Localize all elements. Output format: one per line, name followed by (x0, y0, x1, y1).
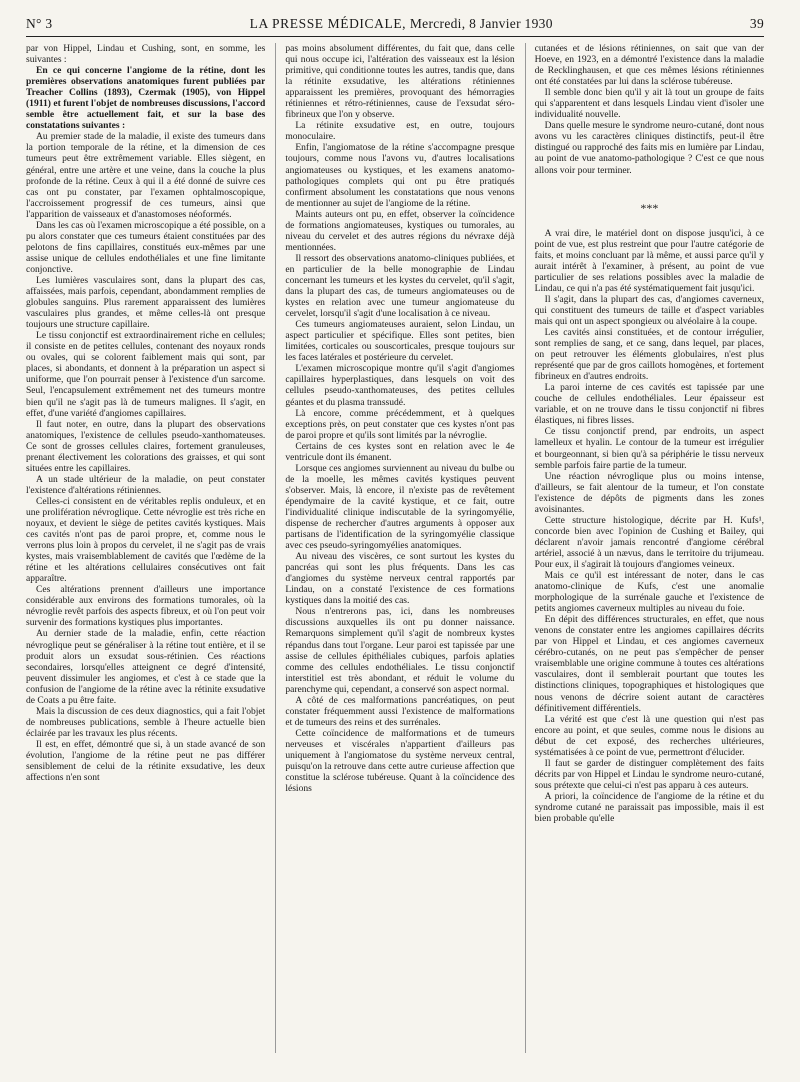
paragraph: La paroi interne de ces cavités est tapissée par une couche de cellules endothéliales. Leur épaisseur est variable, et on ne trouve dans le tissu conjonctif ni fibres élastiques, ni fibres lisses. (534, 382, 764, 427)
paragraph: En ce qui concerne l'angiome de la rétine, dont les premières observations anatomiques furent publiées par Treacher Collins (1893), Czermak (1905), von Hippel (1911) et furent l'objet de nombreuses discussions, l'accord semble être actuellement fait, et sur la base des constatations suivantes : (26, 65, 266, 132)
paragraph: Mais ce qu'il est intéressant de noter, dans le cas anatomo-clinique de Kufs, c'est une anomalie morphologique de la surrénale gauche et l'existence de petits angiomes caverneux multiples au niveau du foie. (534, 570, 764, 615)
paragraph: A priori, la coïncidence de l'angiome de la rétine et du syndrome cutané ne paraissait pas impossible, mais il est bien probable qu'elle (534, 790, 764, 825)
paragraph: Une réaction névroglique plus ou moins intense, d'ailleurs, se fait alentour de la tumeur, et l'on constate l'existence de dépôts de pigments dans les zones avoisinantes. (534, 470, 764, 515)
paragraph: Au premier stade de la maladie, il existe des tumeurs dans la portion temporale de la rétine, et la dimension de ces tumeurs peut être extrêmement variable. Elles siègent, en général, entre une artère et une veine, dans la couche la plus profonde de la rétine. Ceux à qui il a été donné de suivre ces cas ont pu constater, par l'examen ophtalmoscopique, l'accroissement progressif de ces tumeurs, ainsi que l'apparition de vaisseaux et d'anastomoses néoformés. (26, 131, 266, 220)
page-number: 39 (749, 16, 764, 31)
paragraph: Au niveau des viscères, ce sont surtout les kystes du pancréas qui sont les plus fréquents. Dans les cas d'angiomes du système nerveux central rapportés par Lindau, on a constaté l'existence de ces formations kystiques dans la moitié des cas. (285, 551, 515, 607)
issue-date: Mercredi, 8 Janvier 1930 (409, 16, 553, 31)
journal-title: LA PRESSE MÉDICALE, (249, 16, 407, 31)
paragraph: Il ressort des observations anatomo-cliniques publiées, et en particulier de la belle monographie de Lindau concernant les tumeurs et les kystes du cervelet, qu'il s'agit, dans la plupart des cas, de tumeurs angiomateuses ou de kystes en relation avec une tumeur angiomateuse du cervelet, lorsqu'il s'agit d'une localisation à ce niveau. (285, 252, 515, 320)
paragraph: L'examen microscopique montre qu'il s'agit d'angiomes capillaires hyperplastiques, dans lesquels on voit des cellules pseudo-xanthomateuses, des petites cellules géantes et du plasma transsudé. (285, 363, 515, 408)
paragraph: Celles-ci consistent en de véritables replis onduleux, et en une prolifération névroglique. Cette névroglie est très riche en noyaux, et devient le siège de petites cavités kystiques. Mais ces cavités n'ont pas de paroi propre, et, comme nous le verrons plus loin à propos du cervelet, il ne s'agit pas de vrais kystes, mais vraisemblablement de cavités que l'œdème de la rétine et les altérations cellulaires consécutives ont fait apparaître. (26, 495, 266, 585)
paragraph: Ces tumeurs angiomateuses auraient, selon Lindau, un aspect particulier et spécifique. Elles sont petites, bien limitées, corticales ou souscorticales, presque toujours sur les faces latérales et postérieure du cervelet. (285, 319, 515, 364)
paragraph: La rétinite exsudative est, en outre, toujours monoculaire. (285, 120, 515, 143)
paragraph: Maints auteurs ont pu, en effet, observer la coïncidence de formations angiomateuses, kystiques ou tumorales, au niveau du cervelet et des autres régions du névraxe déjà mentionnées. (285, 208, 515, 253)
paragraph: Le tissu conjonctif est extraordinairement riche en cellules; il consiste en de petites cellules, contenant des noyaux ronds ou ovales, qui se colorent faiblement mais qui sont, par places, si abondants, et donnent à la préparation un aspect si uniforme, que l'on pourrait penser à l'existence d'un sarcome. Seul, l'encapsulement extrêmement net des tumeurs montre bien qu'il ne s'agit pas là de tumeurs malignes. Il s'agit, en effet, d'une variété d'angiomes capillaires. (26, 330, 266, 419)
issue-number: N° 3 (26, 16, 53, 31)
paragraph: Il faut se garder de distinguer complètement des faits décrits par von Hippel et Lindau le syndrome neuro-cutané, sous prétexte que celui-ci n'est pas apparu à ces auteurs. (534, 757, 764, 791)
paragraph: Enfin, l'angiomatose de la rétine s'accompagne presque toujours, comme nous l'avons vu, d'autres localisations angiomateuses ou kystiques, et les examens anatomo-pathologiques complets qui ont pu être pratiqués confirment absolument les constatations que nous venons de mentionner au sujet de l'angiome de la rétine. (285, 142, 515, 209)
paragraph: Il est, en effet, démontré que si, à un stade avancé de son évolution, l'angiome de la rétine peut ne pas différer sensiblement de celui de la rétinite exsudative, les deux affections n'en sont (26, 738, 266, 784)
paragraph: Les cavités ainsi constituées, et de contour irrégulier, sont remplies de sang, et ce sang, dans lequel, par places, on peut retrouver les éléments globulaires, n'est plus représenté que par de gros caillots homogènes, et fortement fibrineux en d'autres endroits. (534, 326, 764, 383)
paragraph: Dans quelle mesure le syndrome neuro-cutané, dont nous avons vu les caractères cliniques distinctifs, peut-il être distingué ou rapproché des faits mis en lumière par Lindau, au point de vue anatomo-pathologique ? C'est ce que nous allons voir pour terminer. (534, 120, 764, 176)
paragraph: A un stade ultérieur de la maladie, on peut constater l'existence d'altérations rétiniennes. (26, 473, 266, 496)
paragraph: A côté de ces malformations pancréatiques, on peut constater fréquemment aussi l'existence de malformations et de tumeurs des reins et des surrénales. (285, 694, 515, 728)
paragraph: Ces altérations prennent d'ailleurs une importance considérable aux environs des formations tumorales, où la névroglie revêt parfois des aspects fibreux, et où l'on peut voir survenir des formations kystiques plus importantes. (26, 584, 266, 629)
paragraph: Il semble donc bien qu'il y ait là tout un groupe de faits qui s'apparentent et dans lesquels Lindau vient d'isoler une individualité nouvelle. (534, 87, 764, 121)
paragraph: cutanées et de lésions rétiniennes, on sait que van der Hoeve, en 1923, en a démontré l'existence dans la maladie de Recklinghausen, et que ces mêmes lésions rétiniennes ont été constatées par lui dans la sclérose tubéreuse. (534, 43, 764, 88)
paragraph: La vérité est que c'est là une question qui n'est pas encore au point, et que seules, comme nous le disions au début de cet exposé, des recherches ultérieures, systématisées à ce point de vue, permettront d'élucider. (534, 713, 764, 758)
paragraph: A vrai dire, le matériel dont on dispose jusqu'ici, à ce point de vue, est plus restreint que pour l'autre catégorie de faits, et moins concluant par là même, et aussi parce qu'il y aurait intérêt à l'examiner, à présent, au point de vue particulier de ses relations possibles avec la maladie de Lindau, ce qui n'a pas été systématiquement fait jusqu'ici. (534, 227, 764, 294)
text-columns (26, 43, 764, 1053)
paragraph: Il faut noter, en outre, dans la plupart des observations anatomiques, l'existence de cellules pseudo-xanthomateuses. Ce sont de grosses cellules claires, fortement granuleuses, prenant électivement les colorations des graisses, et qui sont situées entre les capillaires. (26, 418, 266, 474)
paragraph: Au dernier stade de la maladie, enfin, cette réaction névroglique peut se généraliser à la rétine tout entière, et il se produit alors un exsudat sous-rétinien. Ces réactions secondaires, lorsqu'elles atteignent ce degré d'intensité, peuvent dissimuler les angiomes, et c'est à ce stade que la confusion de l'angiome de la rétine avec la rétinite exsudative de Coats a pu être faite. (26, 628, 266, 706)
running-header (26, 16, 764, 37)
paragraph: Nous n'entrerons pas, ici, dans les nombreuses discussions auxquelles ils ont pu donner naissance. Remarquons simplement qu'il s'agit de nombreux kystes répandus dans tout l'organe. Leur paroi est tapissée par une assise de cellules épithéliales cubiques, parfois aplaties comme des cellules endothéliales. Le tissu conjonctif interstitiel est très abondant, et réduit le volume du parenchyme qui, cependant, a conservé son aspect normal. (285, 606, 515, 695)
paragraph: En dépit des différences structurales, en effet, que nous venons de constater entre les angiomes capillaires décrits par von Hippel et Lindau, et ces angiomes caverneux cérébro-cutanés, on ne peut pas s'empêcher de penser vraisemblable une origine commune à toutes ces altérations vasculaires, dont il semblerait pourtant que toutes les distinctions cliniques, topographiques et histologiques que nous venons de décrire soient autant de caractères définitivement différentiels. (534, 614, 764, 714)
paragraph: par von Hippel, Lindau et Cushing, sont, en somme, les suivantes : (26, 43, 266, 66)
paragraph: Là encore, comme précédemment, et à quelques exceptions près, on peut constater que ces kystes n'ont pas de paroi propre et qu'ils sont limités par la névroglie. (285, 407, 515, 441)
paragraph: Mais la discussion de ces deux diagnostics, qui a fait l'objet de nombreuses publications, semble à l'heure actuelle bien éclairée par les travaux les plus récents. (26, 705, 266, 739)
paragraph: Les lumières vasculaires sont, dans la plupart des cas, affaissées, mais parfois, cependant, abondamment remplies de globules sanguins. Plus rarement apparaissent des lumières vasculaires plus grandes, et même celles-là ont presque toujours une structure capillaire. (26, 274, 266, 331)
paragraph: Il s'agit, dans la plupart des cas, d'angiomes caverneux, qui constituent des tumeurs de taille et d'aspect variables mais qui ont un aspect spongieux ou alvéolaire à la coupe. (534, 293, 764, 327)
column-right (525, 43, 764, 1053)
paragraph: Lorsque ces angiomes surviennent au niveau du bulbe ou de la moelle, les mêmes cavités kystiques peuvent s'observer. Mais, là encore, il n'existe pas de revêtement épendymaire de la cavité kystique, et ce fait, outre l'individualité clinique indiscutable de la syringomyélie, dispense de rechercher d'autres arguments à opposer aux partisans de l'identification de la syringomyélie classique avec ces pseudo-syringomyélies anatomiques. (285, 462, 515, 552)
section-separator: *** (640, 200, 659, 215)
paragraph: pas moins absolument différentes, du fait que, dans celle qui nous occupe ici, l'altération des vaisseaux est la lésion primitive, qui conditionne toutes les autres, tandis que, dans la rétinite exsudative, les altérations rétiniennes apparaissent les premières, provoquant des hémorragies rétiniennes et rétro-rétiniennes, cause de l'exsudat séro-fibrineux que l'on y observe. (285, 43, 515, 121)
column-left (26, 43, 265, 1053)
paragraph: Certains de ces kystes sont en relation avec le 4e ventricule dont ils émanent. (285, 440, 515, 463)
paragraph: Dans les cas où l'examen microscopique a été possible, on a pu alors constater que ces tumeurs étaient constituées par des pelotons de fins capillaires, constitués eux-mêmes par une assise unique de cellules endothéliales et une fine limitante conjonctive. (26, 219, 266, 275)
paragraph: Cette coïncidence de malformations et de tumeurs nerveuses et viscérales n'appartient d'ailleurs pas uniquement à l'angiomatose du système nerveux central, puisqu'on la retrouve dans cette autre curieuse affection que constitue la sclérose tubéreuse. Quant à la coïncidence des lésions (285, 727, 515, 795)
header-title-line (52, 16, 749, 32)
paragraph: Cette structure histologique, décrite par H. Kufs¹, concorde bien avec l'opinion de Cushing et Bailey, qui déclarent n'avoir jamais rencontré d'angiome cérébral artériel, associé à un nævus, dans le territoire du trijumeau. Pour eux, il s'agirait là toujours d'angiomes veineux. (534, 514, 764, 570)
paragraph: Ce tissu conjonctif prend, par endroits, un aspect lamelleux et hyalin. Le contour de la tumeur est irrégulier et bourgeonnant, si bien qu'à sa périphérie le tissu nerveux semble parfois faire partie de la tumeur. (534, 426, 764, 471)
column-middle (275, 43, 514, 1053)
